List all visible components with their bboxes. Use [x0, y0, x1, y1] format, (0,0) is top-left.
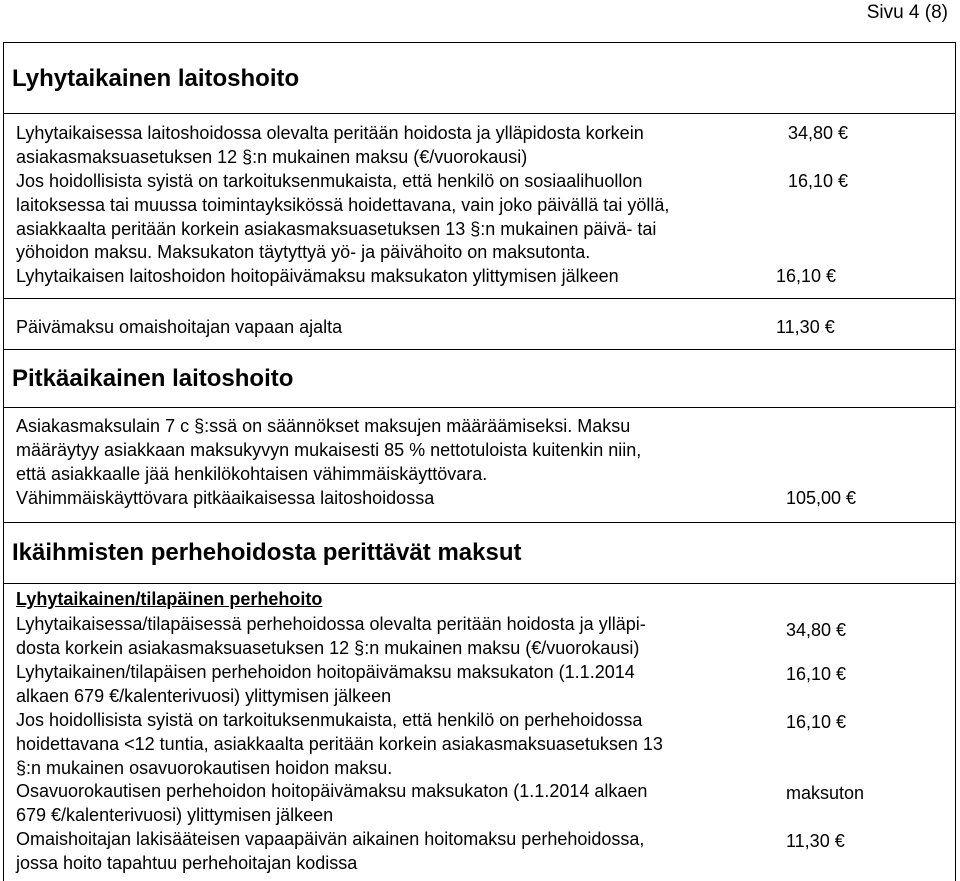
- text-line: hoidettavana <12 tuntia, asiakkaalta peritään korkein asiakasmaksuasetuksen 13: [16, 733, 663, 754]
- text-line: Jos hoidollisista syistä on tarkoituksenmukaista, että henkilö on sosiaalihuollon: [16, 171, 643, 191]
- fee-row: [16, 661, 955, 709]
- text-line: dosta korkein asiakasmaksuasetuksen 12 §:n mukainen maksu (€/vuorokausi): [16, 637, 640, 658]
- text-line: 679 €/kalenterivuosi) ylittymisen jälkeen: [16, 804, 334, 825]
- fee-amount: 16,10 €: [786, 664, 847, 684]
- fee-row: [16, 487, 955, 511]
- text-line: Asiakasmaksulain 7 c §:ssä on säännökset maksujen määräämiseksi. Maksu: [16, 416, 631, 436]
- fee-row: [16, 709, 955, 780]
- fee-row: [16, 780, 955, 828]
- subsection-title: [16, 589, 955, 610]
- divider: [4, 522, 955, 523]
- text-line: Jos hoidollisista syistä on tarkoituksenmukaista, että henkilö on perhehoidossa: [16, 710, 643, 730]
- section-title-family-care: Ikäihmisten perhehoidosta perittävät maksut: [12, 539, 522, 566]
- fee-description: Vähimmäiskäyttövara pitkäaikaisessa laitoshoidossa: [16, 488, 435, 508]
- fee-row: [16, 265, 955, 289]
- info-text: [16, 415, 955, 486]
- fee-amount: 11,30 €: [776, 317, 835, 337]
- fee-table: [3, 42, 956, 881]
- fee-row: [16, 122, 955, 170]
- fee-amount: 105,00 €: [786, 488, 857, 508]
- text-line: jossa hoito tapahtuu perhehoitajan kodissa: [16, 852, 358, 873]
- fee-amount: 16,10 €: [788, 171, 849, 191]
- fee-row: [16, 613, 955, 661]
- fee-row: [16, 316, 955, 340]
- divider: [4, 349, 955, 350]
- fee-amount: 11,30 €: [786, 831, 845, 851]
- fee-row: [16, 828, 955, 876]
- text-line: asiakkaalta peritään korkein asiakasmaksuasetuksen 13 §:n mukainen päivä- tai: [16, 218, 657, 239]
- fee-row: [16, 170, 955, 265]
- text-line: alkaen 679 €/kalenterivuosi) ylittymisen jälkeen: [16, 685, 392, 706]
- section-title-short-term: Lyhytaikainen laitoshoito: [12, 65, 300, 92]
- text-line: Lyhytaikaisessa laitoshoidossa olevalta peritään hoidosta ja ylläpidosta korkein: [16, 123, 644, 143]
- divider: [4, 407, 955, 408]
- text-line: että asiakkaalle jää henkilökohtaisen vähimmäiskäyttövara.: [16, 463, 488, 484]
- fee-amount: 16,10 €: [786, 712, 847, 732]
- divider: [4, 583, 955, 584]
- subtitle-text: Lyhytaikainen/tilapäinen perhehoito: [16, 589, 323, 609]
- fee-amount: 16,10 €: [776, 266, 837, 286]
- text-line: Lyhytaikaisen laitoshoidon hoitopäivämaksu maksukaton ylittymisen jälkeen: [16, 266, 619, 286]
- text-line: Osavuorokautisen perhehoidon hoitopäivämaksu maksukaton (1.1.2014 alkaen: [16, 781, 648, 801]
- text-line: määräytyy asiakkaan maksukyvyn mukaisesti 85 % nettotuloista kuitenkin niin,: [16, 439, 642, 460]
- fee-amount: 34,80 €: [786, 620, 847, 640]
- text-line: §:n mukainen osavuorokautisen hoidon maksu.: [16, 757, 393, 778]
- text-line: Lyhytaikaisessa/tilapäisessä perhehoidossa olevalta peritään hoidosta ja ylläpi-: [16, 614, 646, 634]
- text-line: Omaishoitajan lakisääteisen vapaapäivän aikainen hoitomaksu perhehoidossa,: [16, 829, 645, 849]
- divider: [4, 113, 955, 114]
- text-line: asiakasmaksuasetuksen 12 §:n mukainen maksu (€/vuorokausi): [16, 146, 528, 167]
- fee-amount: maksuton: [786, 783, 865, 803]
- text-line: Päivämaksu omaishoitajan vapaan ajalta: [16, 317, 343, 337]
- text-line: laitoksessa tai muussa toimintayksikössä hoidettavana, vain joko päivällä tai yöllä,: [16, 194, 670, 215]
- section-title-long-term: Pitkäaikainen laitoshoito: [12, 365, 294, 392]
- page-number: Sivu 4 (8): [866, 2, 948, 23]
- divider: [4, 298, 955, 299]
- text-line: Lyhytaikainen/tilapäisen perhehoidon hoitopäivämaksu maksukaton (1.1.2014: [16, 662, 635, 682]
- text-line: yöhoidon maksu. Maksukaton täytyttyä yö- ja päivähoito on maksutonta.: [16, 242, 591, 263]
- info-block: [16, 415, 955, 486]
- fee-amount: 34,80 €: [788, 123, 849, 143]
